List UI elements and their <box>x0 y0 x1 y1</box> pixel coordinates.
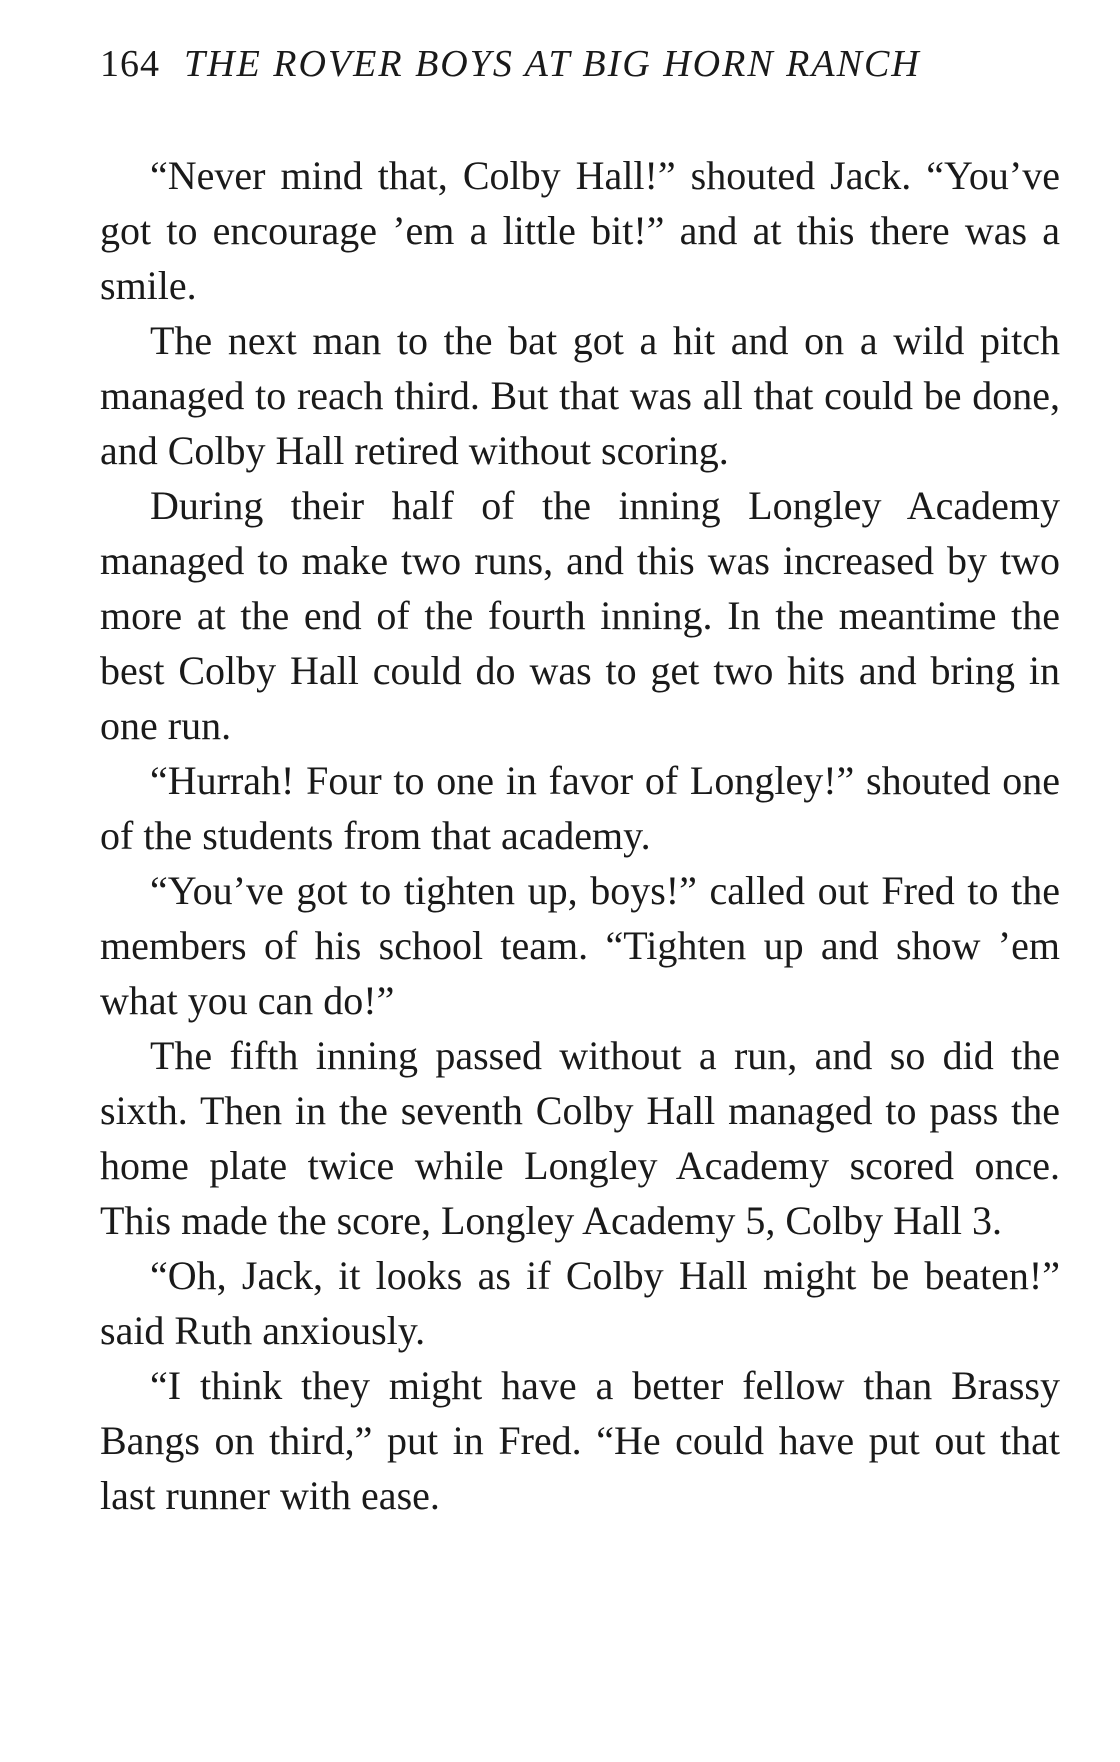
paragraph: “I think they might have a better fellow than Brassy Bangs on third,” put in Fred. “He could have put out that last runner with ease. <box>100 1363 1060 1518</box>
paragraph: During their half of the inning Longley Academy managed to make two runs, and this was increased by two more at the end of the fourth inning. In the meantime the best Colby Hall could do was to get two hits and bring in one run. <box>100 483 1060 748</box>
running-header <box>100 42 1060 102</box>
paragraph: “Oh, Jack, it looks as if Colby Hall might be beaten!” said Ruth anxiously. <box>100 1253 1060 1353</box>
paragraph: “Hurrah! Four to one in favor of Longley!” shouted one of the students from that academy. <box>100 758 1060 858</box>
paragraph: “You’ve got to tighten up, boys!” called out Fred to the members of his school team. “Tighten up and show ’em what you can do!” <box>100 868 1060 1023</box>
paragraph: The fifth inning passed without a run, and so did the sixth. Then in the seventh Colby Hall managed to pass the home plate twice while Longley Academy scored once. This made the score, Longley Academy 5, Colby Hall 3. <box>100 1033 1060 1243</box>
paragraph: The next man to the bat got a hit and on a wild pitch managed to reach third. But that was all that could be done, and Colby Hall retired without scoring. <box>100 318 1060 473</box>
running-title: THE ROVER BOYS AT BIG HORN RANCH <box>184 43 921 85</box>
paragraph: “Never mind that, Colby Hall!” shouted Jack. “You’ve got to encourage ’em a little bit!” and at this there was a smile. <box>100 153 1060 308</box>
book-page <box>100 42 1060 1523</box>
page-number: 164 <box>100 43 160 85</box>
body-text <box>100 148 1060 1523</box>
